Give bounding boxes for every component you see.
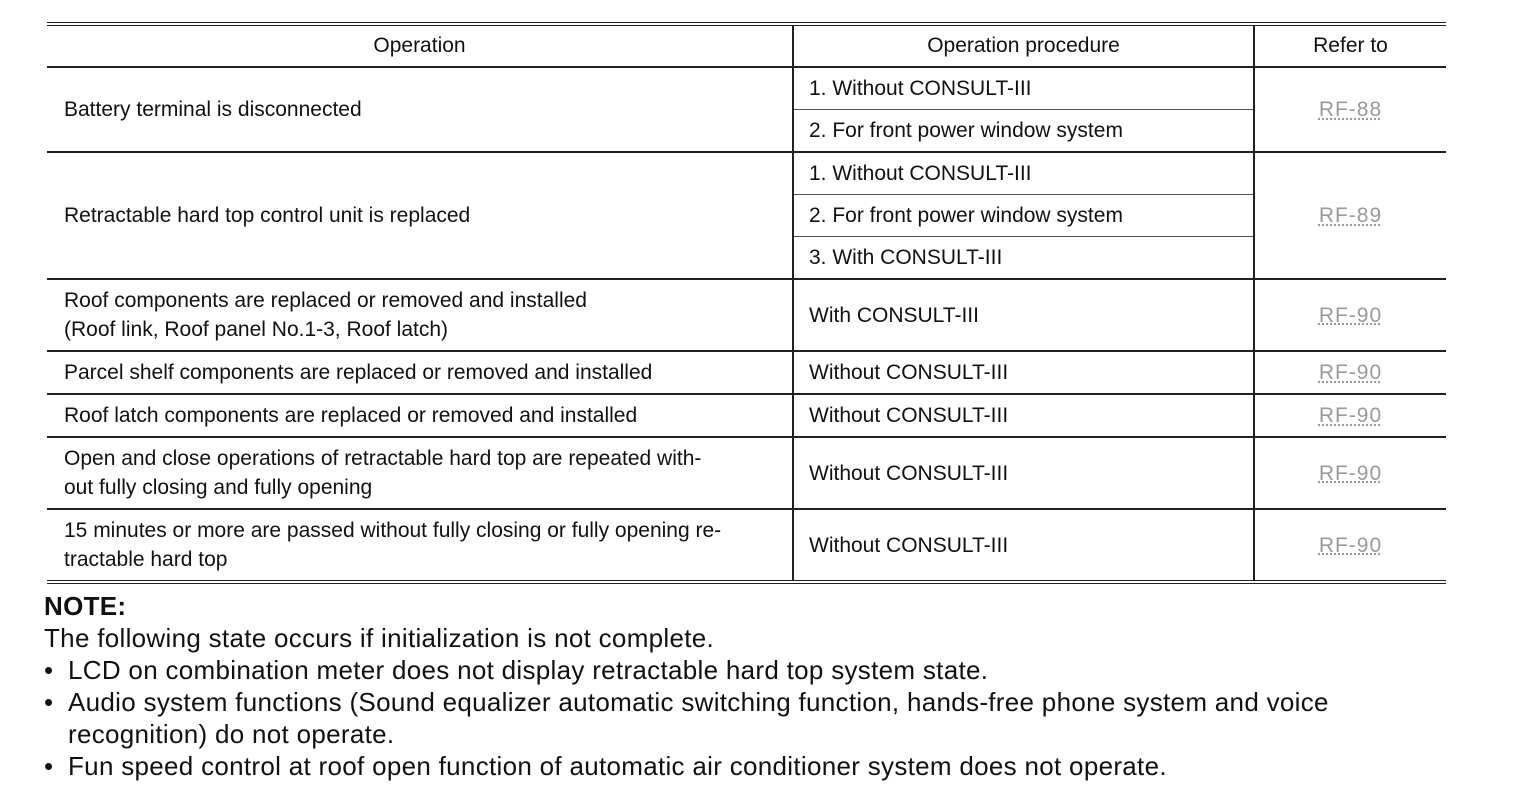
bullet-marker: • <box>44 687 54 717</box>
operation-line: Open and close operations of retractable hard top are repeated with- <box>64 447 702 470</box>
refer-cell <box>1254 437 1446 509</box>
header-operation: Operation <box>47 24 793 67</box>
bullet-line: recognition) do not operate. <box>68 719 395 749</box>
procedure-cell: 1. Without CONSULT-III <box>793 152 1254 195</box>
procedure-cell: 2. For front power window system <box>793 195 1254 237</box>
bullet-marker: • <box>44 751 54 781</box>
operation-cell <box>47 437 793 509</box>
note-section <box>44 590 1514 782</box>
procedure-cell: Without CONSULT-III <box>793 509 1254 582</box>
reference-link[interactable]: RF-88 <box>1318 98 1383 121</box>
operation-line: 15 minutes or more are passed without fully closing or fully opening re- <box>64 519 722 542</box>
procedure-cell: 2. For front power window system <box>793 110 1254 153</box>
reference-link[interactable]: RF-90 <box>1318 533 1383 557</box>
operation-line: tractable hard top <box>64 548 228 571</box>
refer-cell <box>1254 509 1446 582</box>
operation-cell <box>47 279 793 351</box>
table-header-row <box>47 24 1446 67</box>
note-bullet <box>44 750 1514 782</box>
reference-link[interactable]: RF-90 <box>1318 404 1383 427</box>
operation-cell: Roof latch components are replaced or removed and installed <box>47 394 793 437</box>
operation-cell: Battery terminal is disconnected <box>47 67 793 152</box>
table-row <box>47 279 1446 351</box>
procedure-cell: 3. With CONSULT-III <box>793 237 1254 280</box>
operation-cell: Parcel shelf components are replaced or removed and installed <box>47 351 793 394</box>
operation-line: Roof components are replaced or removed and installed <box>64 289 587 312</box>
refer-cell <box>1254 279 1446 351</box>
table-row <box>47 152 1446 195</box>
operation-cell <box>47 509 793 582</box>
reference-link[interactable]: RF-89 <box>1318 204 1383 227</box>
refer-cell <box>1254 152 1446 279</box>
note-title: NOTE: <box>44 591 127 621</box>
reference-link[interactable]: RF-90 <box>1318 461 1383 485</box>
operation-line: (Roof link, Roof panel No.1-3, Roof latch) <box>64 318 449 341</box>
reference-link[interactable]: RF-90 <box>1318 303 1383 327</box>
operation-line: out fully closing and fully opening <box>64 476 373 499</box>
table-row <box>47 509 1446 582</box>
bullet-marker: • <box>44 655 54 685</box>
table-row <box>47 351 1446 394</box>
note-intro: The following state occurs if initialization is not complete. <box>44 623 715 653</box>
bullet-line: Fun speed control at roof open function of automatic air conditioner system does not operate. <box>68 751 1167 781</box>
procedure-cell: Without CONSULT-III <box>793 394 1254 437</box>
table-row <box>47 437 1446 509</box>
procedure-cell: 1. Without CONSULT-III <box>793 67 1254 110</box>
operation-cell: Retractable hard top control unit is replaced <box>47 152 793 279</box>
reference-link[interactable]: RF-90 <box>1318 361 1383 384</box>
header-refer-to: Refer to <box>1254 24 1446 67</box>
bullet-line: Audio system functions (Sound equalizer automatic switching function, hands-free phone system and voice <box>68 687 1329 717</box>
procedure-cell: Without CONSULT-III <box>793 437 1254 509</box>
procedure-cell: Without CONSULT-III <box>793 351 1254 394</box>
note-bullet <box>44 654 1514 686</box>
procedure-cell: With CONSULT-III <box>793 279 1254 351</box>
refer-cell <box>1254 67 1446 152</box>
bullet-line: LCD on combination meter does not display retractable hard top system state. <box>68 655 989 685</box>
header-operation-procedure: Operation procedure <box>793 24 1254 67</box>
refer-cell <box>1254 351 1446 394</box>
refer-cell <box>1254 394 1446 437</box>
note-bullet <box>44 686 1514 750</box>
table-row <box>47 394 1446 437</box>
table-row <box>47 67 1446 110</box>
initialization-table <box>47 22 1446 584</box>
